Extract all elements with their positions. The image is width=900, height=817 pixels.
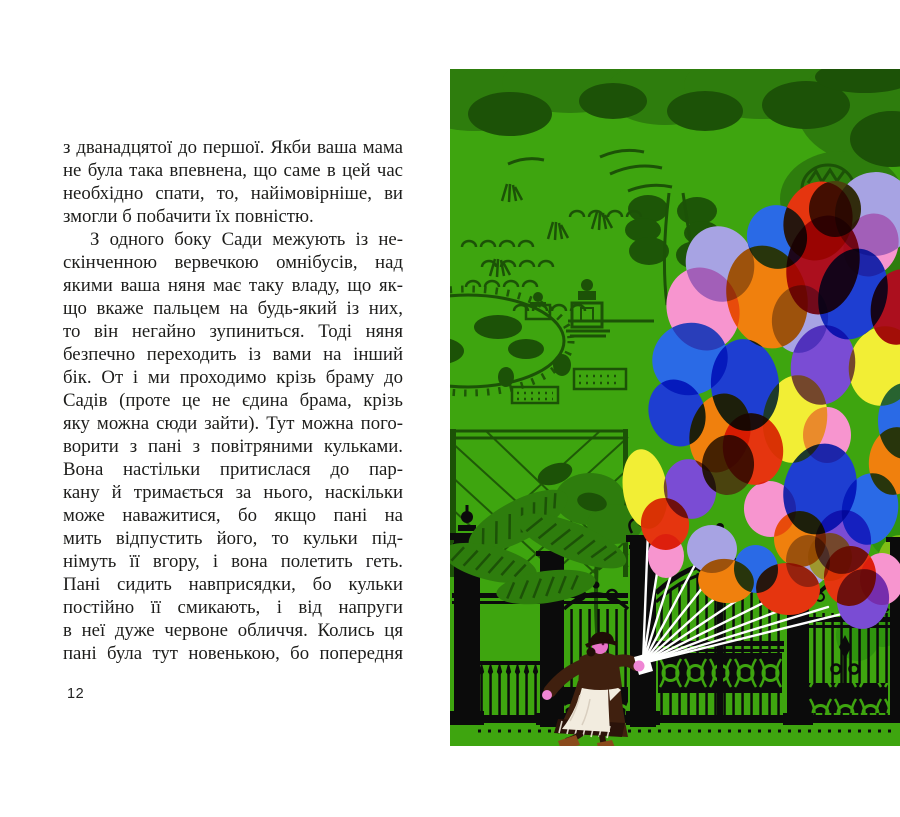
- text-line: ворити з пані з повітряними кульками.: [63, 436, 403, 457]
- balloon: [786, 535, 830, 587]
- right-glove: [634, 661, 645, 672]
- right-page-illustration: [450, 69, 900, 746]
- text-line: що вкаже пальцем на будь-який із них,: [63, 298, 403, 319]
- text-line: Вона настільки притислася до пар-: [63, 459, 403, 480]
- text-line: якими ваша няня має таку владу, що як-: [63, 275, 403, 296]
- text-line: то він негайно зупиниться. Тоді няня: [63, 321, 403, 342]
- text-line: яку можна сюди зайти). Тут можна пого-: [63, 413, 403, 434]
- text-line: необхідно спати, то, найімовірніше, ви: [63, 183, 403, 204]
- text-line: змогли б побачити їх повністю.: [63, 206, 314, 227]
- text-line: постійно її смикають, і від напруги: [63, 597, 403, 618]
- page-number: 12: [67, 686, 85, 702]
- text-line: кану й тримається за нього, наскільки: [63, 482, 403, 503]
- left-glove: [542, 690, 552, 700]
- text-line: може наважитися, бо якщо пані на: [63, 505, 403, 526]
- text-line: німуть її вгору, і вона полетить геть.: [63, 551, 403, 572]
- text-line: Садів (проте це не єдина брама, крізь: [63, 390, 403, 411]
- right-arm: [612, 660, 636, 665]
- hair-bun: [587, 648, 596, 657]
- text-line: безпечно переходить із вами на інший: [63, 344, 403, 365]
- text-line: бік. От і ми проходимо крізь браму до: [63, 367, 403, 388]
- balloon: [648, 534, 684, 578]
- text-line: з дванадцятої до першої. Якби ваша мама: [63, 137, 403, 158]
- text-line: не була така впевнена, що саме в цей час: [63, 160, 403, 181]
- text-line: скінченною вервечкою омнібусів, над: [63, 252, 403, 273]
- text-line: в неї дуже червоне обличчя. Колись ця: [63, 620, 403, 641]
- body-text: [63, 136, 403, 665]
- text-line: пані була тут новенькою, бо попередня: [63, 643, 403, 664]
- text-line: мить відпустить його, то кульки під-: [63, 528, 403, 549]
- text-line: З одного боку Сади межують із не-: [90, 229, 403, 250]
- text-line: Пані сидить навприсядки, бо кульки: [63, 574, 403, 595]
